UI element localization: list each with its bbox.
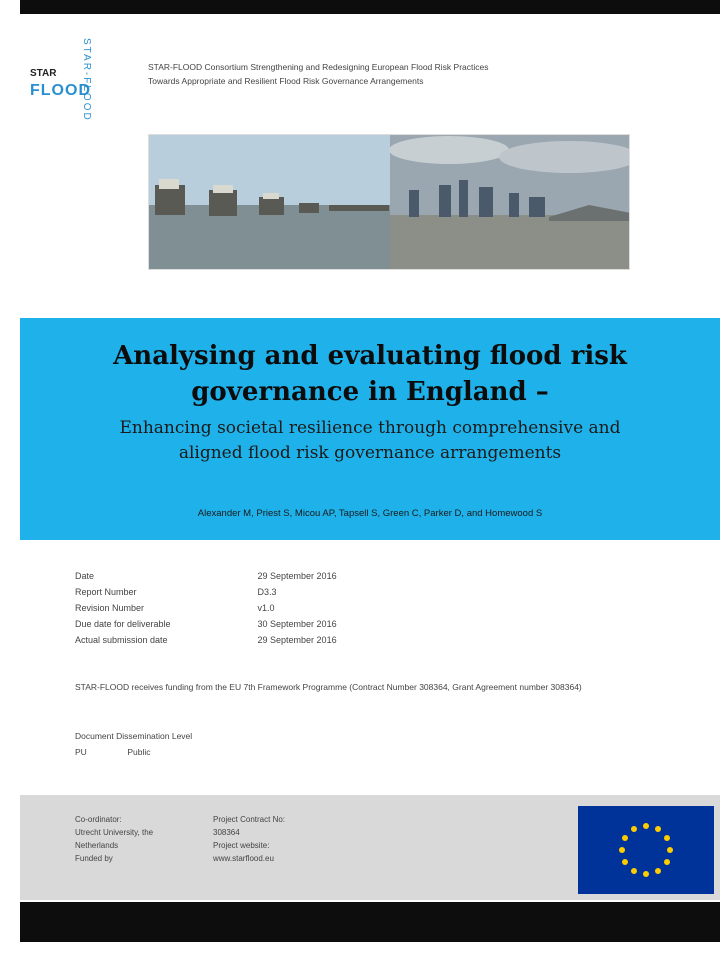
header-line: STAR-FLOOD Consortium Strengthening and Redesigning European Flood Risk Practices (148, 62, 489, 72)
meta-row (75, 584, 675, 600)
meta-key: Due date for deliverable (75, 619, 171, 629)
meta-value: D3.3 (257, 587, 277, 597)
logo-word-bottom: FLOOD (30, 82, 91, 99)
meta-value: 30 September 2016 (257, 619, 337, 629)
meta-row (75, 568, 675, 584)
cover-photo (148, 134, 630, 270)
dissemination-level (75, 728, 475, 760)
meta-value: 29 September 2016 (257, 571, 337, 581)
dissemination-row (75, 744, 475, 760)
report-authors: Alexander M, Priest S, Micou AP, Tapsell S, Green C, Parker D, and Homewood S (197, 508, 543, 519)
eu-flag-icon (578, 806, 714, 894)
funding-statement: STAR-FLOOD receives funding from the EU 7th Framework Programme (Contract Number 308364, Grant Agreement number 308364) (75, 682, 582, 692)
footer-line: Project website: (213, 841, 270, 850)
dissemination-label: Public (127, 747, 151, 757)
logo-vertical-text: STAR-FLOOD (81, 38, 92, 122)
meta-row (75, 632, 675, 648)
logo-word-top: STAR (30, 68, 57, 79)
footer-line: 308364 (213, 828, 240, 837)
footer-project-info (213, 813, 285, 865)
meta-value: 29 September 2016 (257, 635, 337, 645)
meta-key: Date (75, 571, 95, 581)
meta-value: v1.0 (257, 603, 275, 613)
footer-coordinator (75, 813, 153, 865)
report-metadata (75, 568, 675, 648)
footer-line: Funded by (75, 854, 113, 863)
eu-stars (578, 806, 714, 894)
top-bar (20, 0, 720, 14)
dissemination-heading: Document Dissemination Level (75, 731, 193, 741)
header-text (148, 60, 628, 88)
star-flood-logo (30, 38, 100, 138)
dissemination-code: PU (75, 747, 87, 757)
footer-line: Utrecht University, the (75, 828, 154, 837)
meta-row (75, 616, 675, 632)
report-subtitle: Enhancing societal resilience through comprehensive and aligned flood risk governance arrangements (119, 418, 621, 463)
meta-row (75, 600, 675, 616)
cover-photo-illustration (149, 135, 630, 270)
footer-line: Co-ordinator: (75, 815, 122, 824)
title-band (20, 318, 720, 540)
meta-key: Actual submission date (75, 635, 168, 645)
meta-key: Revision Number (75, 603, 145, 613)
footer-line: Project Contract No: (213, 815, 286, 824)
report-title: Analysing and evaluating flood risk governance in England – (113, 341, 627, 407)
bottom-bar (20, 902, 720, 942)
meta-key: Report Number (75, 587, 137, 597)
footer-line: Netherlands (75, 841, 119, 850)
header-line: Towards Appropriate and Resilient Flood Risk Governance Arrangements (148, 76, 424, 86)
footer-line: www.starflood.eu (213, 854, 274, 863)
